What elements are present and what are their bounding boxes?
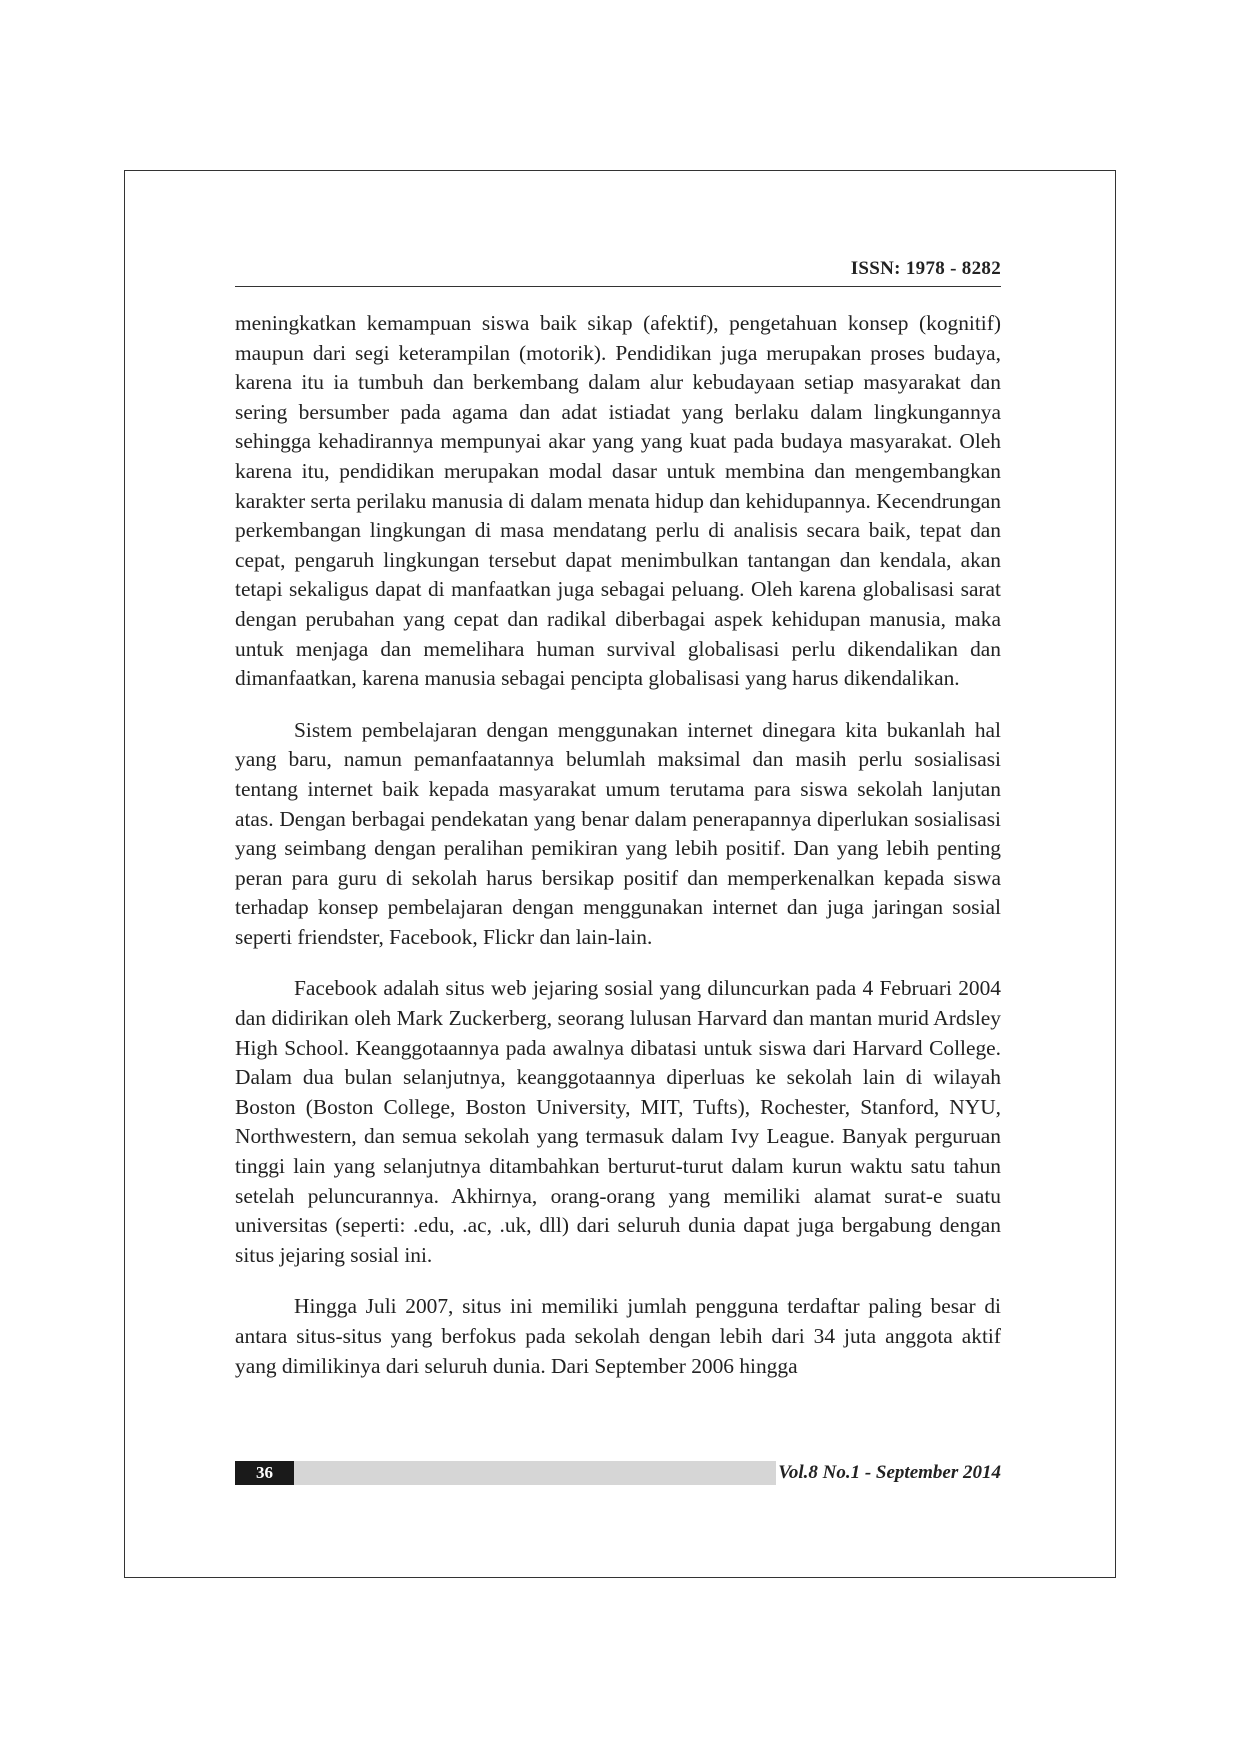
- paragraph-4: Hingga Juli 2007, situs ini memiliki jumlah pengguna terdaftar paling besar di antara situs-situs yang berfokus pada sekolah dengan lebih dari 34 juta anggota aktif yang dimilikinya dari seluruh dunia. Dari September 2006 hingga: [235, 1294, 1001, 1378]
- page-number: 36: [235, 1461, 294, 1485]
- paragraph-1: meningkatkan kemampuan siswa baik sikap (afektif), pengetahuan konsep (kognitif) maupun dari segi keterampilan (motorik). Pendidikan juga merupakan proses budaya, karena itu ia tumbuh dan berkembang dalam alur kebudayaan setiap masyarakat dan sering bersumber pada agama dan adat istiadat yang berlaku dalam lingkungannya sehingga kehadirannya mempunyai akar yang yang kuat pada budaya masyarakat. Oleh karena itu, pendidikan merupakan modal dasar untuk membina dan mengembangkan karakter serta perilaku manusia di dalam menata hidup dan kehidupannya. Kecendrungan perkembangan lingkungan di masa mendatang perlu di analisis secara baik, tepat dan cepat, pengaruh lingkungan tersebut dapat menimbulkan tantangan dan kendala, akan tetapi sekaligus dapat di manfaatkan juga sebagai peluang. Oleh karena globalisasi sarat dengan perubahan yang cepat dan radikal diberbagai aspek kehidupan manusia, maka untuk menjaga dan memelihara human survival globalisasi perlu dikendalikan dan dimanfaatkan, karena manusia sebagai pencipta globalisasi yang harus dikendalikan.: [235, 311, 1001, 691]
- paragraph-2: Sistem pembelajaran dengan menggunakan internet dinegara kita bukanlah hal yang baru, namun pemanfaatannya belumlah maksimal dan masih perlu sosialisasi tentang internet baik kepada masyarakat umum terutama para siswa sekolah lanjutan atas. Dengan berbagai pendekatan yang benar dalam penerapannya diperlukan sosialisasi yang seimbang dengan peralihan pemikiran yang lebih positif. Dan yang lebih penting peran para guru di sekolah harus bersikap positif dan memperkenalkan kepada siswa terhadap konsep pembelajaran dengan menggunakan internet dan juga jaringan sosial seperti friendster, Facebook, Flickr dan lain-lain.: [235, 717, 1001, 949]
- paragraph-3: Facebook adalah situs web jejaring sosial yang diluncurkan pada 4 Februari 2004 dan didirikan oleh Mark Zuckerberg, seorang lulusan Harvard dan mantan murid Ardsley High School. Keanggotaannya pada awalnya dibatasi untuk siswa dari Harvard College. Dalam dua bulan selanjutnya, keanggotaannya diperluas ke sekolah lain di wilayah Boston (Boston College, Boston University, MIT, Tufts), Rochester, Stanford, NYU, Northwestern, dan semua sekolah yang termasuk dalam Ivy League. Banyak perguruan tinggi lain yang selanjutnya ditambahkan berturut-turut dalam kurun waktu satu tahun setelah peluncurannya. Akhirnya, orang-orang yang memiliki alamat surat-e suatu universitas (seperti: .edu, .ac, .uk, dll) dari seluruh dunia dapat juga bergabung dengan situs jejaring sosial ini.: [235, 976, 1001, 1267]
- header-rule: [235, 286, 1001, 287]
- article-body: [235, 309, 1001, 1403]
- footer-bar: [294, 1461, 776, 1485]
- volume-label: Vol.8 No.1 - September 2014: [778, 1462, 1001, 1483]
- page-footer: [235, 1461, 1001, 1485]
- issn-header: ISSN: 1978 - 8282: [850, 258, 1001, 279]
